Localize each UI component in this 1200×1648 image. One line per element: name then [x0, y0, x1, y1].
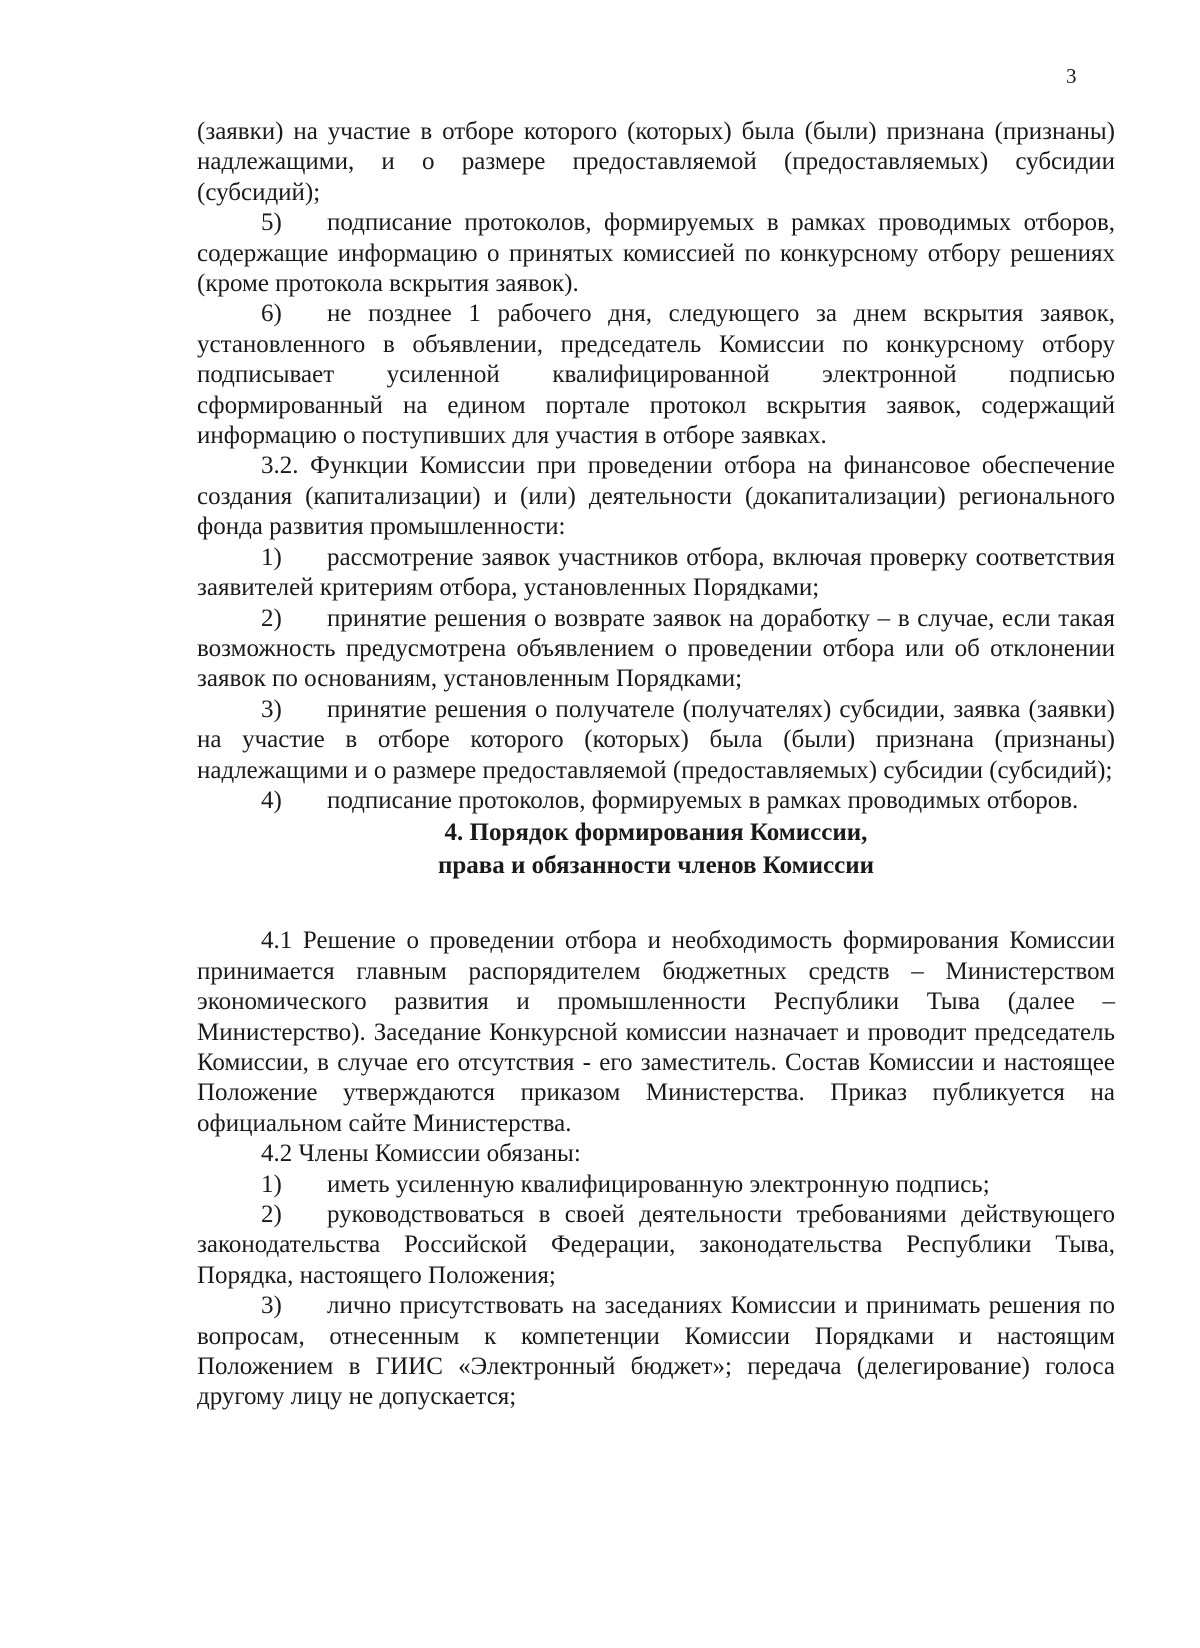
document-body: [197, 117, 1115, 1413]
list-item-number: 5): [261, 209, 282, 237]
list-item-text: подписание протоколов, формируемых в рамках проводимых отборов, содержащие информацию о принятых комиссией по конкурсному отбору решениях (кроме протокола вскрытия заявок).: [197, 209, 1115, 298]
page-number: 3: [1066, 64, 1077, 88]
list-item-text: подписание протоколов, формируемых в рамках проводимых отборов.: [327, 786, 1079, 814]
list-item-text: не позднее 1 рабочего дня, следующего за днем вскрытия заявок, установленного в объявлении, председатель Комиссии по конкурсному отбору подписывает усиленной квалифицированной электронной подписью сформированный на едином портале протокол вскрытия заявок, содержащий информацию о поступивших для участия в отборе заявках.: [197, 300, 1115, 450]
list-item-text: принятие решения о возврате заявок на доработку – в случае, если такая возможность предусмотрена объявлением о проведении отбора или об отклонении заявок по основаниям, установленным Порядками;: [197, 604, 1115, 693]
list-item-number: 1): [261, 1170, 282, 1198]
list-item: [197, 543, 1115, 604]
list-item: [197, 299, 1115, 451]
list-item-number: 6): [261, 300, 282, 328]
list-item-text: руководствоваться в своей деятельности требованиями действующего законодательства Российской Федерации, законодательства Республики Тыва, Порядка, настоящего Положения;: [197, 1201, 1115, 1289]
list-item-text: иметь усиленную квалифицированную электронную подпись;: [327, 1170, 990, 1198]
list-item: [197, 786, 1115, 816]
list-item: [197, 1170, 1115, 1200]
section-heading-line-1: 4. Порядок формирования Комиссии,: [444, 819, 868, 847]
list-item: [197, 1291, 1115, 1413]
list-item-number: 3): [261, 1292, 282, 1320]
section-heading-line-2: права и обязанности членов Комиссии: [437, 852, 875, 880]
list-item-number: 4): [261, 786, 282, 814]
section-4-content: [197, 926, 1115, 1413]
list-item: [197, 208, 1115, 299]
list-item-text: принятие решения о получателе (получателях) субсидии, заявка (заявки) на участие в отборе которого (которых) была (были) признана (признаны) надлежащими и о размере предоставляемой (предоставляемых) субсидии (субсидий);: [197, 695, 1115, 784]
list-item: [197, 695, 1115, 786]
list-item-number: 1): [261, 543, 282, 571]
paragraph: 4.2 Члены Комиссии обязаны:: [261, 1140, 581, 1168]
section-3-content: [197, 117, 1115, 816]
list-item-number: 3): [261, 695, 282, 723]
paragraph: 4.1 Решение о проведении отбора и необходимость формирования Комиссии принимается главным распорядителем бюджетных средств – Министерством экономического развития и промышленности Республики Тыва (далее – Министерство). Заседание Конкурсной комиссии назначает и проводит председатель Комиссии, в случае его отсутствия - его заместитель. Состав Комиссии и настоящее Положение утверждаются приказом Министерства. Приказ публикуется на официальном сайте Министерства.: [197, 927, 1115, 1137]
paragraph: 3.2. Функции Комиссии при проведении отбора на финансовое обеспечение создания (капитализации) и (или) деятельности (докапитализации) регионального фонда развития промышленности:: [197, 452, 1115, 541]
section-heading: [197, 816, 1115, 882]
paragraph: (заявки) на участие в отборе которого (которых) была (были) признана (признаны) надлежащими, и о размере предоставляемой (предоставляемых) субсидии (субсидий);: [197, 118, 1115, 206]
list-item: [197, 1200, 1115, 1291]
list-item-text: рассмотрение заявок участников отбора, включая проверку соответствия заявителей критериям отбора, установленных Порядками;: [197, 543, 1115, 602]
list-item-number: 2): [261, 604, 282, 632]
list-item-number: 2): [261, 1201, 282, 1228]
list-item: [197, 604, 1115, 695]
list-item-text: лично присутствовать на заседаниях Комиссии и принимать решения по вопросам, отнесенным к компетенции Комиссии Порядками и настоящим Положением в ГИИС «Электронный бюджет»; передача (делегирование) голоса другому лицу не допускается;: [197, 1292, 1115, 1411]
